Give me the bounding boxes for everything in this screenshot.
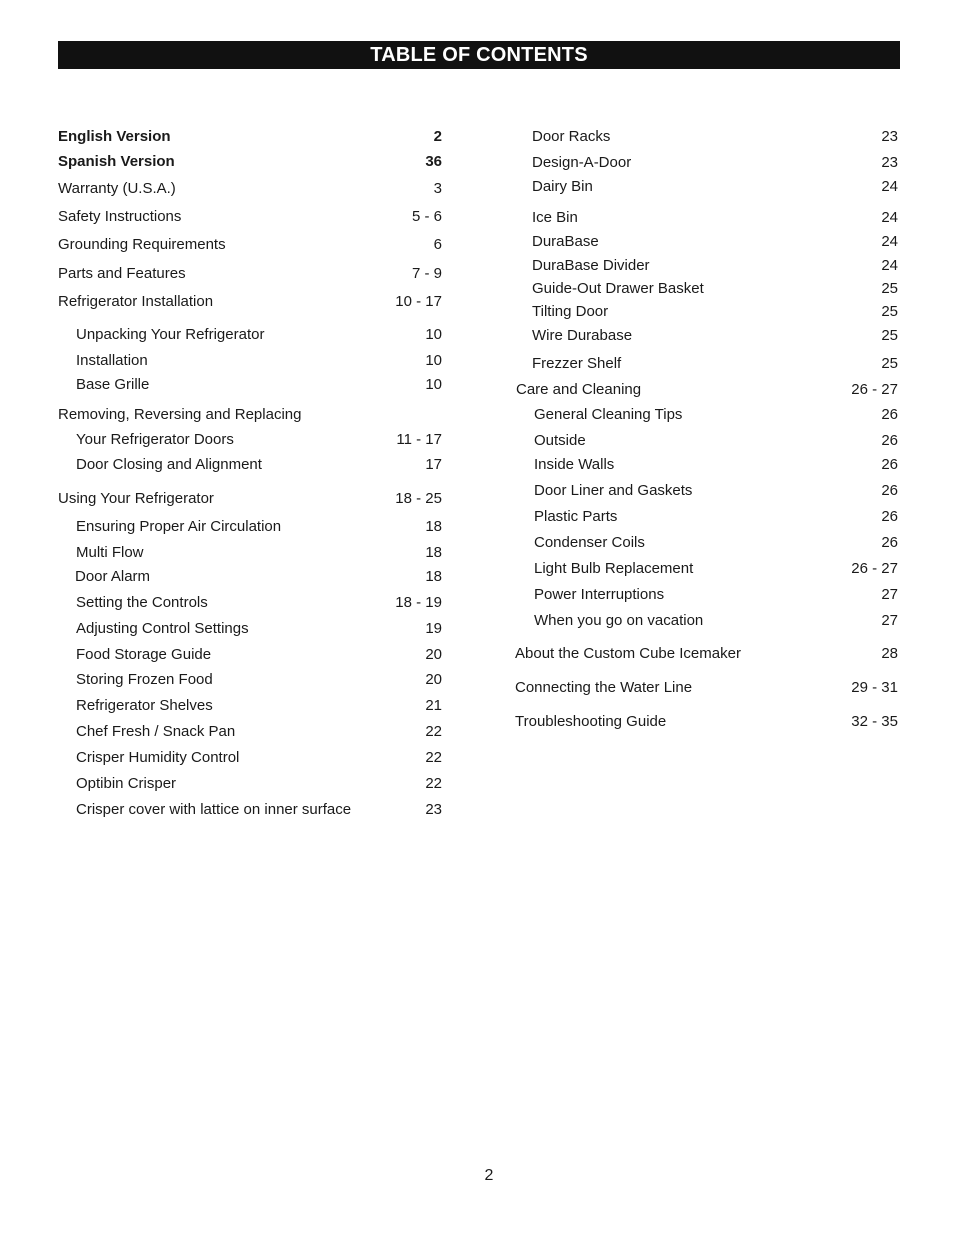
toc-entry-dairy-bin (532, 176, 898, 198)
toc-entry-page: 5 - 6 (411, 208, 442, 225)
toc-entry-door-alarm (75, 566, 442, 588)
toc-entry-safety-instructions (58, 206, 442, 228)
toc-entry-food-storage-guide (76, 644, 442, 666)
toc-entry-label: Removing, Reversing and Replacing (58, 406, 302, 423)
toc-entry-label: Setting the Controls (76, 594, 208, 611)
toc-entry-label: Frezzer Shelf (532, 355, 622, 372)
toc-entry-installation (76, 350, 442, 372)
toc-entry-label: Storing Frozen Food (76, 671, 213, 688)
toc-entry-your-refrigerator-doors (76, 429, 442, 451)
toc-entry-page: 26 - 27 (851, 381, 898, 398)
toc-entry-page: 18 - 25 (395, 490, 442, 507)
toc-entry-label: Door Liner and Gaskets (534, 482, 693, 499)
toc-entry-frezzer-shelf (532, 353, 898, 375)
toc-entry-english-version (58, 126, 442, 148)
title-bar (58, 41, 900, 69)
toc-entry-label: Inside Walls (534, 456, 615, 473)
toc-entry-label: Door Alarm (75, 568, 151, 585)
toc-entry-label: DuraBase (532, 233, 599, 250)
toc-entry-ensuring-proper-air-circulation (76, 516, 442, 538)
toc-entry-label: About the Custom Cube Icemaker (515, 645, 741, 662)
toc-entry-page: 23 (881, 128, 898, 145)
toc-entry-page: 28 (881, 645, 898, 662)
toc-entry-adjusting-control-settings (76, 618, 442, 640)
toc-entry-parts-and-features (58, 263, 442, 285)
toc-entry-door-liner-and-gaskets (534, 480, 898, 502)
toc-entry-label: Chef Fresh / Snack Pan (76, 723, 236, 740)
toc-entry-label: Dairy Bin (532, 178, 593, 195)
toc-entry-page: 10 (425, 326, 442, 343)
toc-entry-page: 18 (425, 568, 442, 585)
toc-entry-connecting-the-water-line (515, 677, 898, 699)
toc-entry-grounding-requirements (58, 234, 442, 256)
toc-entry-label: English Version (58, 128, 171, 145)
toc-entry-unpacking-your-refrigerator (76, 324, 442, 346)
toc-entry-durabase-divider (532, 255, 898, 277)
toc-entry-label: Crisper cover with lattice on inner surface (76, 801, 352, 818)
toc-entry-storing-frozen-food (76, 669, 442, 691)
toc-entry-page: 10 (425, 376, 442, 393)
toc-entry-page: 7 - 9 (411, 265, 442, 282)
toc-entry-page: 26 (881, 456, 898, 473)
toc-entry-plastic-parts (534, 506, 898, 528)
toc-entry-page: 17 (425, 456, 442, 473)
toc-entry-label: DuraBase Divider (532, 257, 650, 274)
toc-entry-using-your-refrigerator (58, 488, 442, 510)
toc-entry-troubleshooting-guide (515, 711, 898, 733)
toc-entry-label: Your Refrigerator Doors (76, 431, 234, 448)
toc-entry-label: Unpacking Your Refrigerator (76, 326, 265, 343)
toc-entry-spanish-version (58, 151, 442, 173)
toc-entry-label: When you go on vacation (534, 612, 704, 629)
toc-entry-page: 22 (425, 749, 442, 766)
toc-entry-page: 24 (881, 209, 898, 226)
toc-entry-page: 26 (881, 482, 898, 499)
toc-entry-label: Ensuring Proper Air Circulation (76, 518, 282, 535)
toc-entry-label: Troubleshooting Guide (515, 713, 667, 730)
toc-entry-setting-the-controls (76, 592, 442, 614)
toc-entry-page: 10 (425, 352, 442, 369)
toc-entry-label: Adjusting Control Settings (76, 620, 249, 637)
toc-entry-power-interruptions (534, 584, 898, 606)
toc-entry-about-the-custom-cube-icemaker (515, 643, 898, 665)
toc-entry-guide-out-drawer-basket (532, 278, 898, 300)
toc-entry-crisper-humidity-control (76, 747, 442, 769)
toc-entry-page: 26 (881, 534, 898, 551)
toc-entry-page: 3 (433, 180, 442, 197)
toc-entry-page: 29 - 31 (851, 679, 898, 696)
toc-entry-label: Parts and Features (58, 265, 186, 282)
toc-entry-general-cleaning-tips (534, 404, 898, 426)
toc-entry-label: Spanish Version (58, 153, 175, 170)
toc-entry-label: Guide-Out Drawer Basket (532, 280, 704, 297)
toc-entry-removing-reversing-and-replacing (58, 404, 442, 426)
toc-entry-label: Safety Instructions (58, 208, 182, 225)
toc-entry-label: Ice Bin (532, 209, 578, 226)
toc-entry-warranty-u-s-a (58, 178, 442, 200)
toc-entry-when-you-go-on-vacation (534, 610, 898, 632)
toc-entry-label: Multi Flow (76, 544, 144, 561)
toc-entry-label: Wire Durabase (532, 327, 633, 344)
toc-entry-base-grille (76, 374, 442, 396)
toc-entry-label: Refrigerator Installation (58, 293, 214, 310)
toc-entry-page: 19 (425, 620, 442, 637)
toc-entry-label: Design-A-Door (532, 154, 632, 171)
toc-entry-door-closing-and-alignment (76, 454, 442, 476)
toc-entry-page: 2 (433, 128, 442, 145)
toc-entry-page: 18 - 19 (395, 594, 442, 611)
page-title: TABLE OF CONTENTS (370, 43, 588, 66)
toc-entry-label: Refrigerator Shelves (76, 697, 213, 714)
toc-entry-page: 23 (881, 154, 898, 171)
toc-entry-label: Warranty (U.S.A.) (58, 180, 176, 197)
toc-entry-page: 26 (881, 406, 898, 423)
toc-entry-page: 22 (425, 775, 442, 792)
toc-entry-page: 20 (425, 671, 442, 688)
toc-entry-tilting-door (532, 301, 898, 323)
toc-entry-page: 26 (881, 508, 898, 525)
toc-entry-refrigerator-shelves (76, 695, 442, 717)
toc-entry-page: 27 (881, 586, 898, 603)
toc-entry-label: Door Closing and Alignment (76, 456, 262, 473)
toc-entry-label: Plastic Parts (534, 508, 618, 525)
toc-entry-optibin-crisper (76, 773, 442, 795)
toc-entry-page: 20 (425, 646, 442, 663)
toc-entry-page: 26 - 27 (851, 560, 898, 577)
toc-entry-label: Installation (76, 352, 148, 369)
toc-entry-label: General Cleaning Tips (534, 406, 683, 423)
toc-entry-page: 27 (881, 612, 898, 629)
toc-entry-page: 25 (881, 355, 898, 372)
toc-entry-page: 25 (881, 327, 898, 344)
toc-entry-condenser-coils (534, 532, 898, 554)
toc-entry-label: Food Storage Guide (76, 646, 212, 663)
toc-entry-label: Crisper Humidity Control (76, 749, 240, 766)
toc-entry-chef-fresh-snack-pan (76, 721, 442, 743)
toc-entry-care-and-cleaning (516, 379, 898, 401)
toc-entry-page: 24 (881, 178, 898, 195)
toc-entry-page: 11 - 17 (396, 431, 442, 448)
toc-entry-page: 24 (881, 257, 898, 274)
toc-entry-label: Using Your Refrigerator (58, 490, 214, 507)
toc-entry-durabase (532, 231, 898, 253)
toc-entry-label: Grounding Requirements (58, 236, 226, 253)
toc-entry-label: Connecting the Water Line (515, 679, 693, 696)
toc-entry-page: 25 (881, 280, 898, 297)
toc-entry-page: 10 - 17 (395, 293, 442, 310)
toc-entry-crisper-cover-with-lattice-on-inner-surface (76, 799, 442, 821)
toc-entry-ice-bin (532, 207, 898, 229)
toc-entry-page: 32 - 35 (851, 713, 898, 730)
toc-entry-label: Outside (534, 432, 586, 449)
toc-entry-page: 21 (425, 697, 442, 714)
toc-entry-label: Tilting Door (532, 303, 609, 320)
toc-entry-inside-walls (534, 454, 898, 476)
toc-entry-label: Base Grille (76, 376, 150, 393)
toc-entry-label: Light Bulb Replacement (534, 560, 694, 577)
toc-entry-page: 24 (881, 233, 898, 250)
toc-entry-wire-durabase (532, 325, 898, 347)
toc-entry-design-a-door (532, 152, 898, 174)
toc-entry-refrigerator-installation (58, 291, 442, 313)
toc-entry-page: 22 (425, 723, 442, 740)
toc-entry-multi-flow (76, 542, 442, 564)
toc-entry-page: 25 (881, 303, 898, 320)
page-number: 2 (484, 1167, 494, 1184)
toc-entry-label: Power Interruptions (534, 586, 665, 603)
toc-entry-door-racks (532, 126, 898, 148)
toc-entry-label: Condenser Coils (534, 534, 645, 551)
toc-entry-page: 18 (425, 518, 442, 535)
toc-entry-label: Door Racks (532, 128, 611, 145)
toc-entry-label: Optibin Crisper (76, 775, 177, 792)
toc-entry-page: 18 (425, 544, 442, 561)
toc-entry-label: Care and Cleaning (516, 381, 642, 398)
toc-entry-page: 23 (425, 801, 442, 818)
toc-entry-page: 36 (425, 153, 442, 170)
toc-entry-outside (534, 430, 898, 452)
toc-entry-page: 26 (881, 432, 898, 449)
toc-entry-page: 6 (433, 236, 442, 253)
toc-entry-light-bulb-replacement (534, 558, 898, 580)
